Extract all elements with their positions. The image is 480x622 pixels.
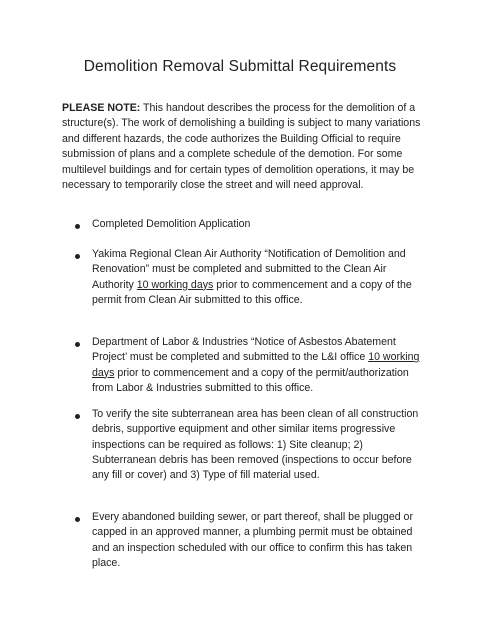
note-paragraph: [62, 101, 422, 193]
note-text: This handout describes the process for the demolition of a structure(s). The work of demolishing a building is subject to many variations and different hazards, the code authorizes the Building Official to require submission of plans and a complete schedule of the demotion. For some multilevel buildings and for certain types of demolition operations, it may be necessary to temporarily close the street and will need approval.: [62, 102, 421, 192]
bullet-icon: [75, 254, 80, 259]
bullet-icon: [75, 342, 80, 347]
item-text-after: prior to commencement and a copy of the permit from Clean Air submitted to this office.: [92, 278, 412, 306]
item-text-after: prior to commencement and a copy of the permit/authorization from Labor & Industries submitted to this office.: [92, 366, 409, 394]
bullet-icon: [75, 517, 80, 522]
list-item-5: [92, 510, 426, 571]
bullet-icon: [75, 224, 80, 229]
item-text: Every abandoned building sewer, or part thereof, shall be plugged or capped in an approved manner, a plumbing permit must be obtained and an inspection scheduled with our office to confirm this has taken place.: [92, 511, 413, 569]
list-item-4: [92, 407, 426, 483]
item-text: Department of Labor & Industries “Notice of Asbestos Abatement Project’ must be completed and submitted to the L&I office: [92, 336, 396, 364]
list-item-1: [92, 217, 426, 232]
item-underlined-text: 10 working days: [136, 278, 214, 291]
note-label: PLEASE NOTE:: [62, 102, 141, 114]
item-text: Yakima Regional Clean Air Authority “Notification of Demolition and Renovation” must be completed and submitted to the Clean Air Authority: [92, 248, 406, 291]
item-text: To verify the site subterranean area has been clean of all construction debris, supportive equipment and other similar items progressive inspections can be required as follows: 1) Site cleanup; 2) Subterranean debris has been removed (inspections to occur before any fill or cover) and 3) Type of fill material used.: [92, 408, 419, 482]
list-item-2: [92, 247, 426, 308]
list-item-3: [92, 335, 426, 396]
page-title: Demolition Removal Submittal Requirements: [83, 58, 397, 75]
item-underlined-text: 10 working days: [92, 351, 420, 379]
item-text: Completed Demolition Application: [92, 218, 251, 230]
bullet-icon: [75, 414, 80, 419]
